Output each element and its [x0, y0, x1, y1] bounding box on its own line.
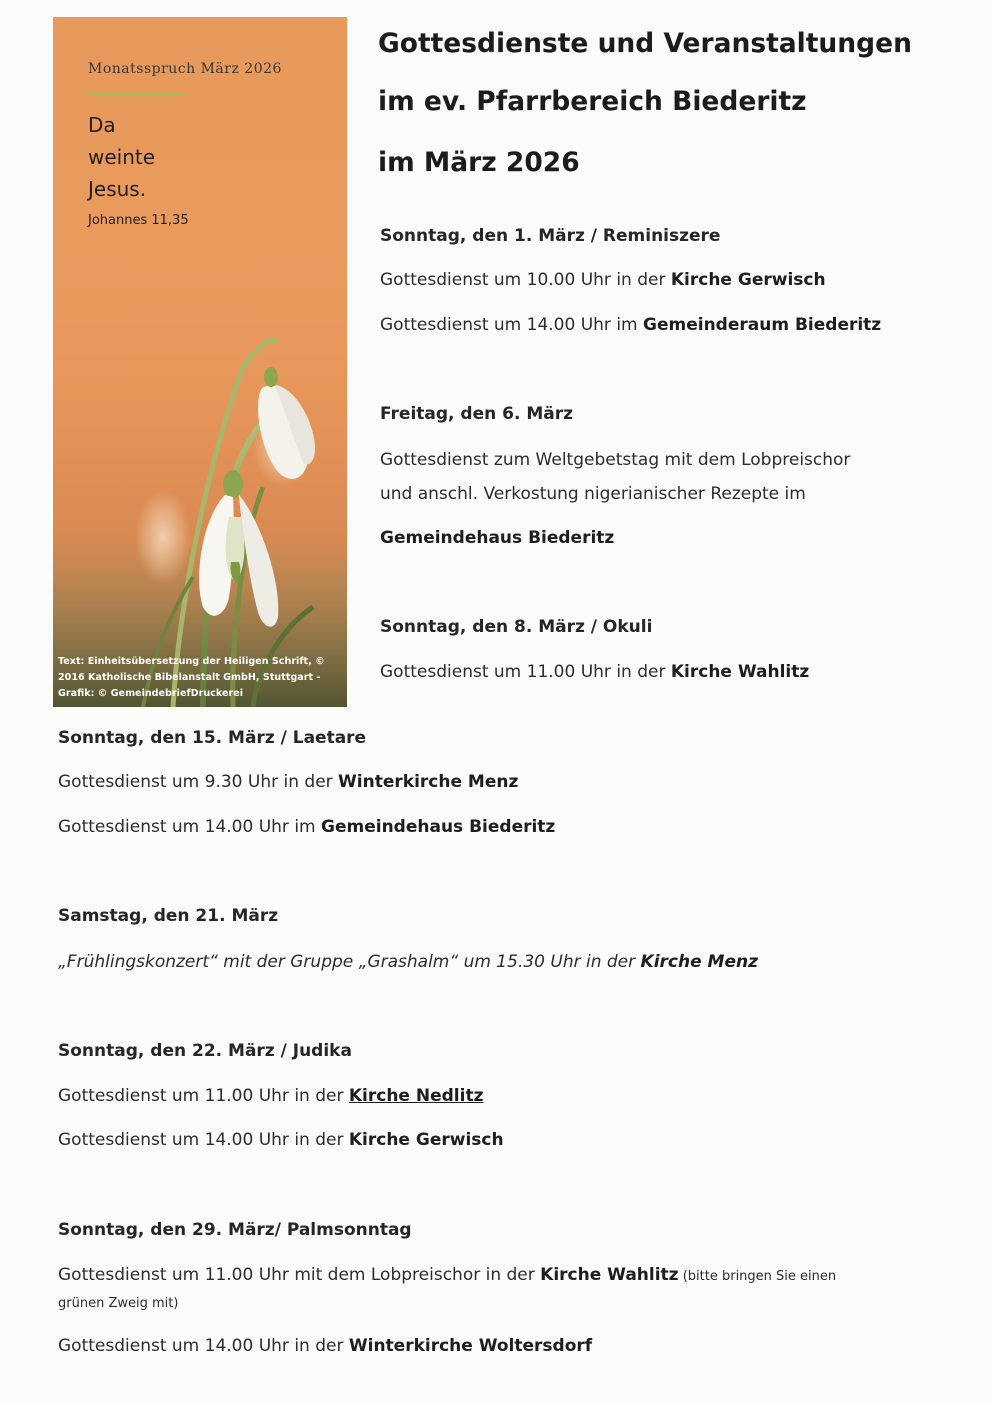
monatsspruch-card — [53, 17, 347, 707]
event-line — [58, 1265, 836, 1285]
event-heading-mar22: Sonntag, den 22. März / Judika — [58, 1041, 352, 1061]
event-heading-mar29: Sonntag, den 29. März/ Palmsonntag — [58, 1220, 412, 1240]
credit-line: Grafik: © GemeindebriefDruckerei — [58, 688, 243, 699]
event-text: Gottesdienst um 11.00 Uhr mit dem Lobpreischor in der — [58, 1265, 541, 1285]
event-heading-mar6: Freitag, den 6. März — [380, 404, 574, 424]
title-line: im März 2026 — [378, 147, 580, 178]
event-location: Kirche Gerwisch — [670, 270, 826, 290]
event-location: Kirche Gerwisch — [348, 1130, 504, 1150]
event-text: Gottesdienst um 9.30 Uhr in der — [58, 772, 339, 792]
event-line — [58, 952, 758, 972]
event-text: Gottesdienst um 11.00 Uhr in der — [58, 1086, 349, 1106]
event-line — [58, 1130, 504, 1150]
event-text: Gottesdienst um 10.00 Uhr in der — [380, 270, 671, 290]
event-text: Gottesdienst um 11.00 Uhr in der — [380, 662, 671, 682]
event-heading-mar8: Sonntag, den 8. März / Okuli — [380, 617, 653, 637]
credit-line: 2016 Katholische Bibelanstalt GmbH, Stuttgart - — [58, 672, 321, 683]
event-heading-mar15: Sonntag, den 15. März / Laetare — [58, 728, 367, 748]
monthly-verse — [88, 109, 288, 205]
event-line — [58, 1336, 592, 1356]
verse-line: Jesus. — [88, 177, 147, 201]
event-text: Gottesdienst um 14.00 Uhr in der — [58, 1130, 349, 1150]
title-line: im ev. Pfarrbereich Biederitz — [378, 86, 807, 117]
event-location: Kirche Nedlitz — [348, 1086, 484, 1106]
image-credit — [58, 654, 344, 702]
event-note: (bitte bringen Sie einen — [678, 1269, 837, 1284]
event-text: „Frühlingskonzert“ mit der Gruppe „Grashalm“ um 15.30 Uhr in der — [58, 952, 641, 972]
event-location: Kirche Menz — [640, 952, 759, 972]
event-line — [380, 270, 826, 290]
event-text: Gottesdienst zum Weltgebetstag mit dem Lobpreischor — [380, 450, 851, 470]
event-location: Kirche Wahlitz — [670, 662, 810, 682]
verse-line: weinte — [88, 145, 156, 169]
event-line — [58, 772, 518, 792]
event-location: Kirche Wahlitz — [540, 1265, 679, 1285]
event-location: Gemeindehaus Biederitz — [380, 528, 615, 548]
event-note: grünen Zweig mit) — [58, 1296, 179, 1311]
verse-reference: Johannes 11,35 — [88, 213, 189, 228]
event-text: und anschl. Verkostung nigerianischer Rezepte im — [380, 484, 806, 504]
event-text: Gottesdienst um 14.00 Uhr im — [380, 315, 644, 335]
accent-divider — [88, 93, 185, 96]
event-text: Gottesdienst um 14.00 Uhr in der — [58, 1336, 349, 1356]
event-text: Gottesdienst um 14.00 Uhr im — [58, 817, 322, 837]
event-line — [380, 315, 881, 335]
event-line — [380, 662, 809, 682]
event-line — [58, 1086, 483, 1106]
event-heading-mar21: Samstag, den 21. März — [58, 906, 279, 926]
event-location: Winterkirche Woltersdorf — [348, 1336, 593, 1356]
event-location: Gemeinderaum Biederitz — [643, 315, 882, 335]
event-line — [58, 817, 555, 837]
event-heading-mar1: Sonntag, den 1. März / Reminiszere — [380, 226, 721, 246]
event-location: Gemeindehaus Biederitz — [321, 817, 556, 837]
monatsspruch-heading: Monatsspruch März 2026 — [88, 61, 282, 77]
credit-line: Text: Einheitsübersetzung der Heiligen Schrift, © — [58, 656, 325, 667]
verse-line: Da — [88, 113, 116, 137]
event-location: Winterkirche Menz — [338, 772, 519, 792]
title-line: Gottesdienste und Veranstaltungen — [378, 28, 912, 59]
